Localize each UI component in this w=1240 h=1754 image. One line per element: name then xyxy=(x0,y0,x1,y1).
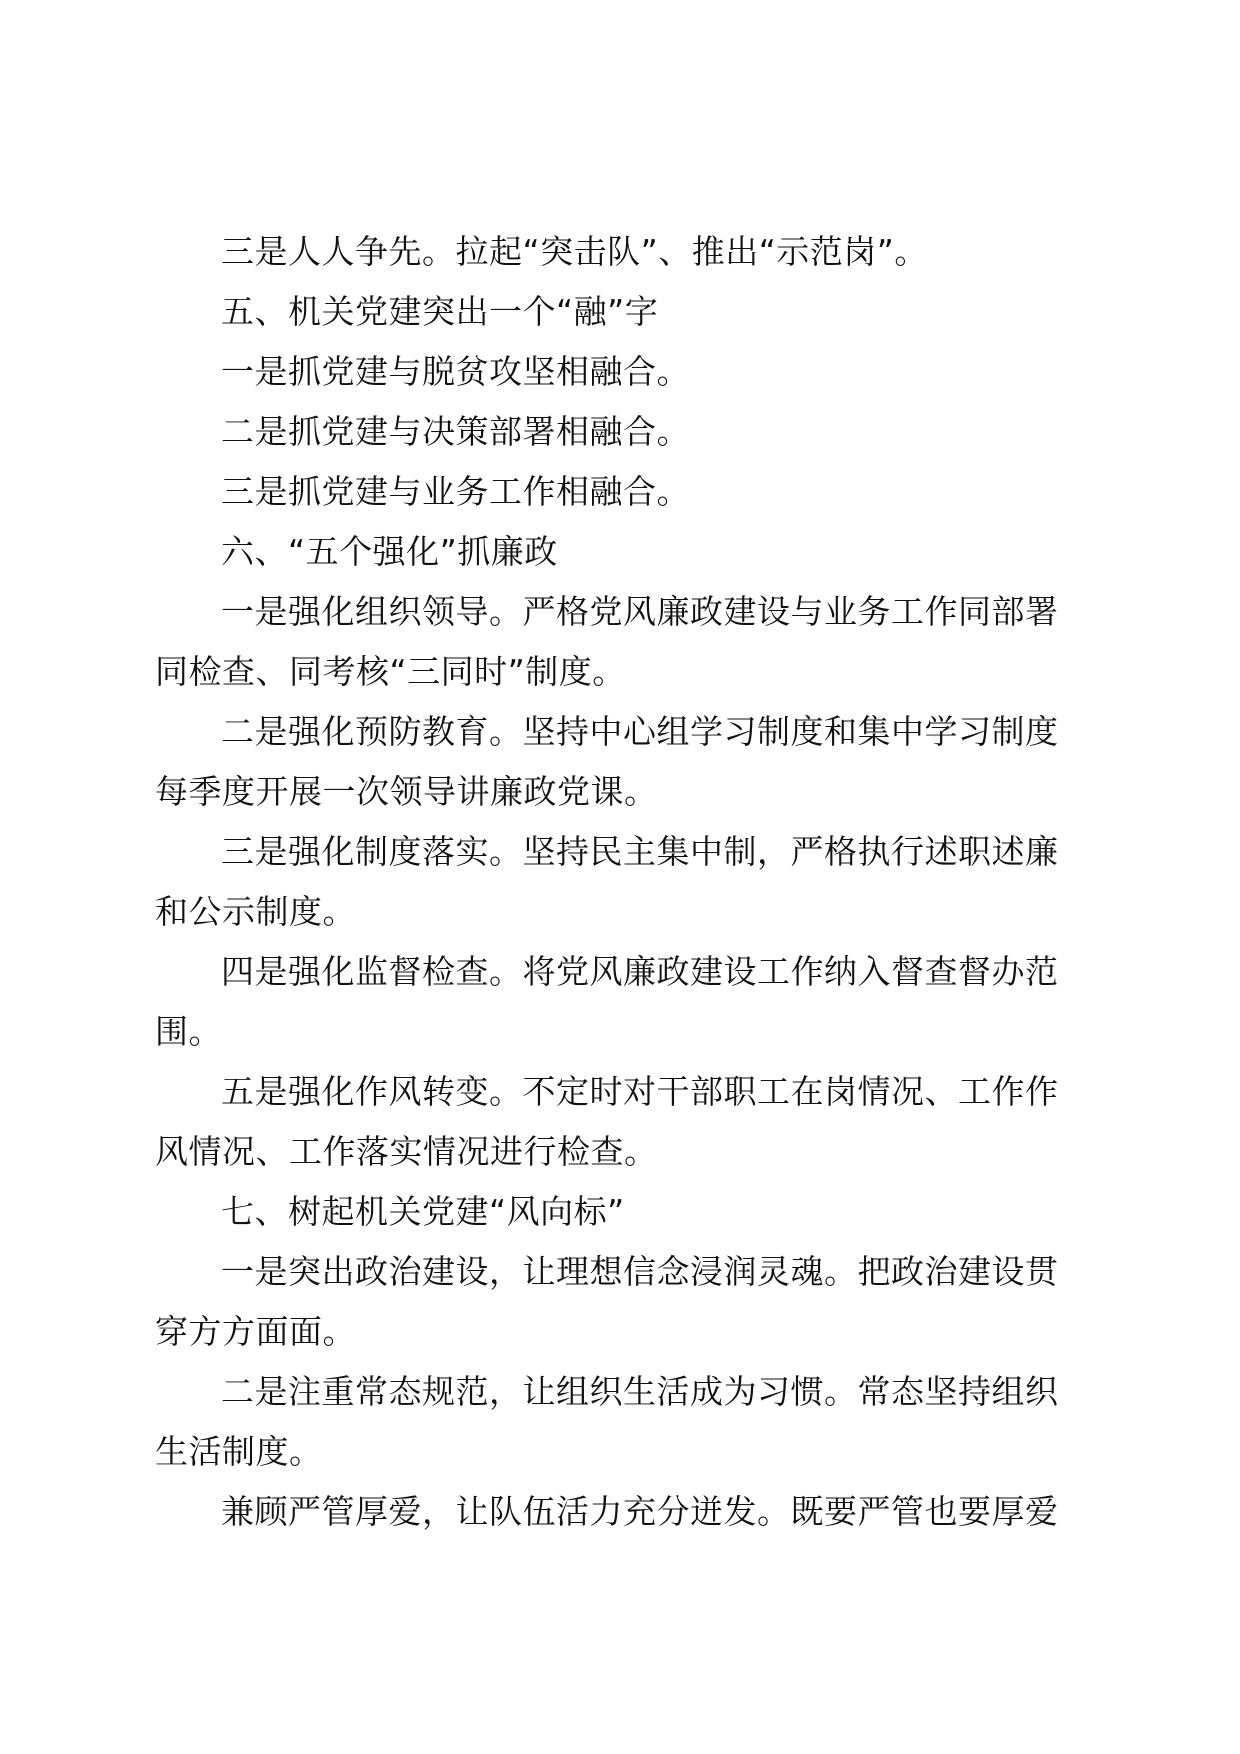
paragraph-7: 一是强化组织领导。严格党风廉政建设与业务工作同部署同检查、同考核“三同时”制度。 xyxy=(155,592,1059,691)
document-body xyxy=(155,222,1085,1542)
paragraph-3: 一是抓党建与脱贫攻坚相融合。 xyxy=(221,352,690,391)
heading-section-5: 五、机关党建突出一个“融”字 xyxy=(221,292,659,331)
paragraph-14: 二是注重常态规范，让组织生活成为习惯。常态坚持组织生活制度。 xyxy=(155,1372,1059,1471)
paragraph-1: 三是人人争先。拉起“突击队”、推出“示范岗”。 xyxy=(221,232,928,271)
heading-section-7: 七、树起机关党建“风向标” xyxy=(221,1192,625,1231)
paragraph-11: 五是强化作风转变。不定时对干部职工在岗情况、工作作风情况、工作落实情况进行检查。 xyxy=(155,1072,1059,1171)
paragraph-4: 二是抓党建与决策部署相融合。 xyxy=(221,412,690,451)
paragraph-15: 兼顾严管厚爱，让队伍活力充分迸发。既要严管也要厚爱 xyxy=(221,1492,1059,1531)
paragraph-8: 二是强化预防教育。坚持中心组学习制度和集中学习制度每季度开展一次领导讲廉政党课。 xyxy=(155,712,1059,811)
paragraph-9: 三是强化制度落实。坚持民主集中制，严格执行述职述廉和公示制度。 xyxy=(155,832,1059,931)
paragraph-10: 四是强化监督检查。将党风廉政建设工作纳入督查督办范围。 xyxy=(155,952,1059,1051)
paragraph-5: 三是抓党建与业务工作相融合。 xyxy=(221,472,690,511)
heading-section-6: 六、“五个强化”抓廉政 xyxy=(221,532,558,571)
paragraph-13: 一是突出政治建设，让理想信念浸润灵魂。把政治建设贯穿方方面面。 xyxy=(155,1252,1059,1351)
